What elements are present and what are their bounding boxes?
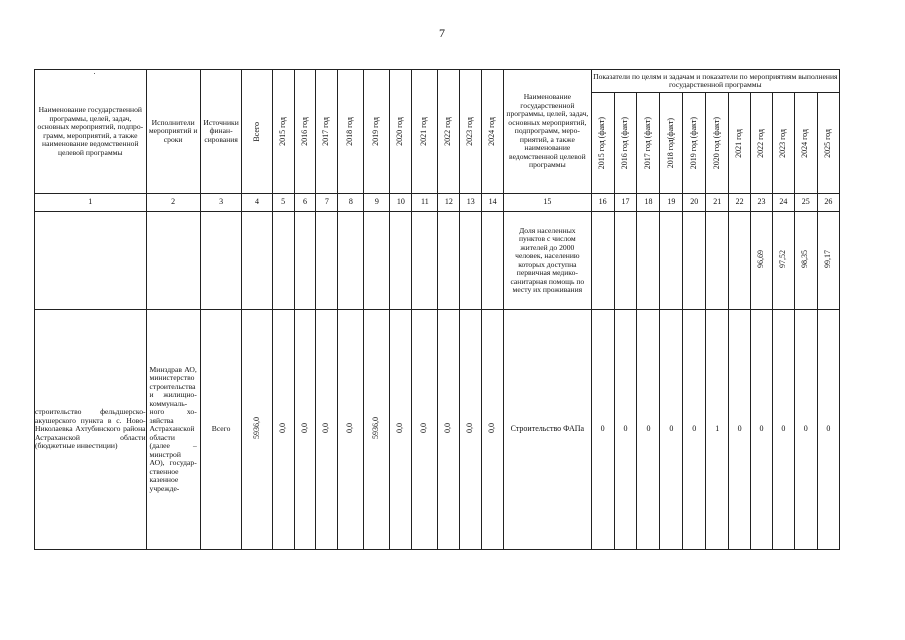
construction-total-cell (242, 310, 272, 550)
construction-indicator-value: 0 (729, 310, 751, 550)
column-number: 3 (200, 194, 242, 212)
empty-cell (294, 212, 316, 310)
indicator-value: 97,52 (777, 250, 787, 269)
indicator-name: Доля населенных пунктов с числом жителей до 2000 человек, населению которых доступна первичная медико-санитарная помощь по месту их проживания (504, 212, 592, 310)
empty-cell (364, 212, 390, 310)
header-ind-year-label: 2019 год (факт) (688, 116, 698, 170)
header-year-label: 2024 год (487, 117, 497, 146)
empty-cell (316, 212, 338, 310)
header-ind-year-label: 2022 год (756, 128, 766, 158)
header-ind-year-label: 2015 год (факт) (597, 116, 607, 170)
column-number: 20 (683, 194, 706, 212)
column-number: 26 (817, 194, 839, 212)
construction-name: строительство фельдшерско-акушерского пункта в с. Ново-Николаевка Ахтубинского района Астраханской области (бюджетные инвестиции) (35, 310, 147, 550)
column-number: 5 (272, 194, 294, 212)
header-year-2022 (438, 70, 460, 194)
header-indicator-name: Наименование государственной программы, целей, задач, основных мероприятий, подпрограмм, мероприятий, а также наименование ведомственной целевой программы (504, 70, 592, 194)
construction-indicator-value: 0 (683, 310, 706, 550)
header-ind-year-2019 (683, 93, 706, 194)
construction-indicator-value: 0 (660, 310, 683, 550)
header-ind-year-2023 (772, 93, 794, 194)
funding-value: 0,0 (465, 423, 475, 434)
funding-value-cell (412, 310, 438, 550)
header-funding-source: Источники финансирования (200, 70, 242, 194)
header-year-label: 2023 год (465, 117, 475, 146)
column-number: 2 (146, 194, 200, 212)
header-total: Всего (251, 121, 261, 142)
column-number: 9 (364, 194, 390, 212)
header-ind-year-2020 (706, 93, 729, 194)
indicator-value-cell (683, 212, 706, 310)
column-numbers-row (35, 194, 840, 212)
construction-indicator-value: 0 (794, 310, 817, 550)
column-number: 25 (794, 194, 817, 212)
indicator-value-cell (729, 212, 751, 310)
funding-value: 5936,0 (371, 417, 381, 440)
column-number: 16 (591, 194, 614, 212)
funding-value-cell (364, 310, 390, 550)
construction-indicator-value: 0 (751, 310, 773, 550)
header-year-2021 (412, 70, 438, 194)
funding-value: 0,0 (487, 423, 497, 434)
column-number: 23 (751, 194, 773, 212)
header-year-label: 2018 год (345, 117, 355, 146)
funding-value-cell (316, 310, 338, 550)
construction-indicator-value: 0 (591, 310, 614, 550)
column-number: 17 (614, 194, 637, 212)
construction-source: Всего (200, 310, 242, 550)
header-year-label: 2017 год (321, 117, 331, 146)
header-ind-year-label: 2018 год(факт) (665, 117, 675, 169)
header-year-2018 (338, 70, 364, 194)
header-year-label: 2019 год (371, 117, 381, 146)
column-number: 6 (294, 194, 316, 212)
indicator-value-cell (706, 212, 729, 310)
column-number: 12 (438, 194, 460, 212)
header-ind-year-2025 (817, 93, 839, 194)
column-number: 8 (338, 194, 364, 212)
header-year-2017 (316, 70, 338, 194)
funding-value-cell (294, 310, 316, 550)
construction-indicator-value: 0 (817, 310, 839, 550)
column-number: 7 (316, 194, 338, 212)
column-number: 18 (637, 194, 660, 212)
funding-value: 0,0 (419, 423, 429, 434)
column-number: 22 (729, 194, 751, 212)
header-year-label: 2015 год (277, 117, 287, 146)
indicator-value-cell (614, 212, 637, 310)
construction-indicator-name: Строительство ФАПа (504, 310, 592, 550)
construction-row (35, 310, 840, 550)
funding-value: 0,0 (277, 423, 287, 434)
indicator-value: 96,69 (756, 250, 766, 269)
header-year-label: 2021 год (419, 117, 429, 146)
empty-cell (200, 212, 242, 310)
funding-value-cell (272, 310, 294, 550)
empty-cell (482, 212, 504, 310)
header-ind-year-label: 2021 год (734, 128, 744, 158)
header-year-2019 (364, 70, 390, 194)
header-year-2015 (272, 70, 294, 194)
column-number: 19 (660, 194, 683, 212)
header-ind-year-2021 (729, 93, 751, 194)
construction-indicator-value: 0 (772, 310, 794, 550)
indicator-value-cell (637, 212, 660, 310)
column-number: 24 (772, 194, 794, 212)
indicator-value-cell (817, 212, 839, 310)
page-number: 7 (439, 26, 445, 40)
column-number: 11 (412, 194, 438, 212)
funding-value: 0,0 (321, 423, 331, 434)
empty-cell (390, 212, 412, 310)
funding-value-cell (438, 310, 460, 550)
header-indicators-group: Показатели по целям и задачам и показатели по мероприятиям выполнения государственной программы (591, 70, 839, 93)
construction-indicator-value: 1 (706, 310, 729, 550)
funding-value-cell (482, 310, 504, 550)
header-ind-year-label: 2024 год (800, 128, 810, 158)
header-ind-year-label: 2016 год (факт) (620, 116, 630, 170)
funding-value-cell (338, 310, 364, 550)
indicator-value-cell (660, 212, 683, 310)
empty-cell (438, 212, 460, 310)
header-ind-year-label: 2020 год (факт) (711, 116, 721, 170)
header-ind-year-label: 2017 год (факт) (642, 116, 652, 170)
header-ind-year-label: 2023 год (777, 128, 787, 158)
empty-cell (242, 212, 272, 310)
header-year-label: 2020 год (395, 117, 405, 146)
column-number: 13 (460, 194, 482, 212)
funding-value: 0,0 (299, 423, 309, 434)
header-year-2020 (390, 70, 412, 194)
column-number: 21 (706, 194, 729, 212)
column-number: 15 (504, 194, 592, 212)
header-year-2024 (482, 70, 504, 194)
header-ind-year-2017 (637, 93, 660, 194)
header-ind-year-2024 (794, 93, 817, 194)
empty-cell (338, 212, 364, 310)
funding-value: 0,0 (395, 423, 405, 434)
indicator-value: 98,35 (800, 250, 810, 269)
header-year-2016 (294, 70, 316, 194)
indicator-value-cell (751, 212, 773, 310)
header-ind-year-2022 (751, 93, 773, 194)
header-year-label: 2016 год (299, 117, 309, 146)
column-number: 14 (482, 194, 504, 212)
header-program-name: Наименование государственной программы, целей, задач, основных мероприятий, подпрограмм, мероприятий, а также наименование ведомственной целевой программы (35, 70, 147, 194)
indicator-value-cell (591, 212, 614, 310)
header-total-cell (242, 70, 272, 194)
indicator-value-cell (794, 212, 817, 310)
header-year-label: 2022 год (443, 117, 453, 146)
header-ind-year-2018 (660, 93, 683, 194)
empty-cell (146, 212, 200, 310)
header-executors: Исполнители мероприятий и сроки (146, 70, 200, 194)
empty-cell (35, 212, 147, 310)
indicator-value: 99,17 (822, 250, 832, 269)
construction-total: 5936,0 (251, 417, 261, 440)
column-number: 4 (242, 194, 272, 212)
construction-executors: Минздрав АО, министерство строительства и жилищно-коммунального хозяйства Астраханской области (далее – минстрой АО), государственное казенное учрежде- (146, 310, 200, 550)
empty-cell (460, 212, 482, 310)
construction-indicator-value: 0 (614, 310, 637, 550)
funding-value-cell (390, 310, 412, 550)
header-ind-year-2016 (614, 93, 637, 194)
empty-cell (272, 212, 294, 310)
header-year-2023 (460, 70, 482, 194)
column-number: 10 (390, 194, 412, 212)
column-number: 1 (35, 194, 147, 212)
indicator-row (35, 212, 840, 310)
construction-indicator-value: 0 (637, 310, 660, 550)
indicator-value-cell (772, 212, 794, 310)
empty-cell (412, 212, 438, 310)
funding-value: 0,0 (345, 423, 355, 434)
funding-value: 0,0 (443, 423, 453, 434)
funding-value-cell (460, 310, 482, 550)
header-ind-year-label: 2025 год (822, 128, 832, 158)
program-table (34, 69, 840, 550)
header-row (35, 70, 840, 93)
header-ind-year-2015 (591, 93, 614, 194)
